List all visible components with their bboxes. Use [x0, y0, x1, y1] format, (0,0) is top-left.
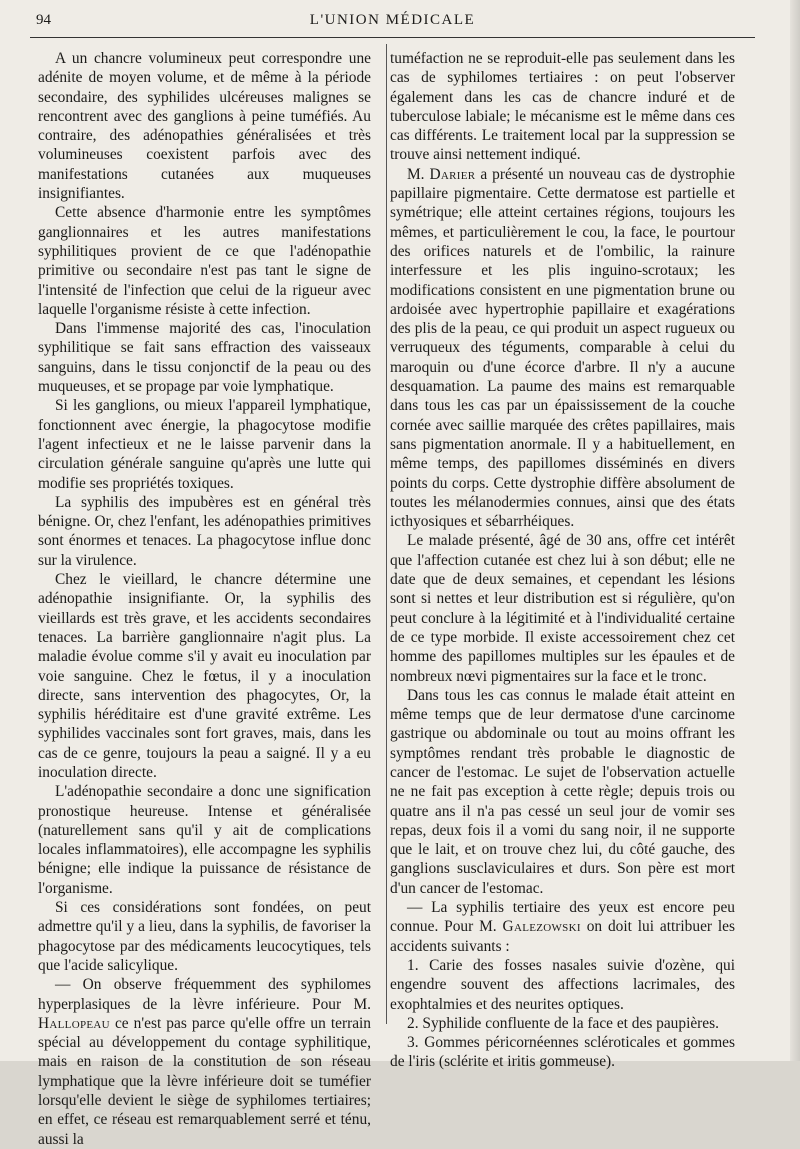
page-header [30, 10, 755, 34]
paragraph-text: ce n'est pas parce qu'elle offre un terrain spécial au développement du contage syphilitique, mais en raison de la constitution de son réseau lymphatique que la lèvre inférieure doit se tuméfier lorsqu'elle devient le siège de syphilomes tertiaires; en effet, ce réseau est remarquablement serré et ténu, aussi la [38, 1014, 371, 1148]
accidents-list [390, 956, 735, 1072]
paragraph: Chez le vieillard, le chancre détermine une adénopathie insignifiante. Or, la syphilis des vieillards est très grave, et les accidents secondaires tenaces. La barrière ganglionnaire n'agit plus. La maladie évolue comme s'il y avait eu inoculation par voie sanguine. Chez le fœtus, il y a inoculation directe, sans intervention des phagocytes, Or, la syphilis héréditaire est d'une gravité extrême. Les syphilides vaccinales sont fort graves, mais, dans les cas de ce genre, toujours la peau a saigné. Il y a eu inoculation directe. [38, 571, 371, 781]
paragraph: La syphilis des impubères est en général très bénigne. Or, chez l'enfant, les adénopathies primitives sont énormes et tenaces. La phagocytose influe donc sur la virulence. [38, 493, 371, 569]
paragraph-text: a présenté un nouveau cas de dystrophie papillaire pigmentaire. Cette dermatose est partielle et symétrique; elle atteint certaines régions, toujours les mêmes, et particulièrement le cou, la face, le pourtour des orifices naturels et de l'ombilic, la rainure interfessure et les plis inguino-scrotaux; les modifications consistent en une pigmentation brune ou ardoisée avec hypertrophie papillaire et exagérations des plis de la peau, ce qui produit un aspect rugueux ou verruqueux des téguments, comparable à celui du maroquin ou d'une écorce d'arbre. Il n'y a aucune desquamation. La paume des mains est remarquable dans tous les cas par un épaississement de la couche cornée avec saillie marquée des crêtes papillaires, mais sans pigmentation anormale. Il y a habituellement, en même temps, des papillomes disséminés en divers points du corps. Cette dystrophie diffère absolument de toutes les mélanodermies connues, ainsi que des états icthyosiques et sébarrhéiques. [390, 165, 735, 531]
paragraph [390, 898, 735, 956]
paragraph-text: on doit lui attribuer les accidents suivants : [390, 918, 735, 955]
header-rule [30, 37, 755, 38]
paragraph [38, 975, 371, 1149]
author-name: Darier [429, 165, 476, 183]
left-column [38, 49, 371, 1149]
page-edge-shadow [790, 0, 800, 1061]
running-title: L'UNION MÉDICALE [309, 12, 476, 28]
paragraph: Si ces considérations sont fondées, on peut admettre qu'il y a lieu, dans la syphilis, de favoriser la phagocytose par des médicaments leucocytiques, tels que l'acide salicylique. [38, 899, 371, 974]
paragraph: L'adénopathie secondaire a donc une signification pronostique heureuse. Intense et généralisée (naturellement sans qu'il y ait de complications locales inflammatoires), elle accompagne les syphilis bénigne; elle indique la puissance de résistance de l'organisme. [38, 783, 371, 897]
list-item: 2. Syphilide confluente de la face et des paupières. [407, 1014, 719, 1032]
paragraph: Dans l'immense majorité des cas, l'inoculation syphilitique se fait sans effraction des vaisseaux sanguins, dans le tissu conjonctif de la peau ou des muqueuses, et se propage par voie lymphatique. [38, 320, 371, 396]
paragraph: Si les ganglions, ou mieux l'appareil lymphatique, fonctionnent avec énergie, la phagocytose modifie l'agent infectieux et ne le laisse parvenir dans la circulation générale sanguine qu'après une lutte qui modifie ses propriétés toxiques. [38, 397, 371, 492]
paragraph: Le malade présenté, âgé de 30 ans, offre cet intérêt que l'affection cutanée est chez lui à son début; elle ne date que de deux semaines, et cependant les lésions sont si nettes et leur distribution est si régulière, qu'on peut conclure à la légitimité et à l'individualité certaine de ce type morbide. Il existe accessoirement chez cet homme des papillomes multiples sur les épaules et de nombreux nœvi pigmentaires sur la face et le tronc. [390, 532, 735, 685]
list-item: 1. Carie des fosses nasales suivie d'ozène, qui engendre souvent des affections lacrimales, des exophtalmies et des neurites optiques. [390, 956, 735, 1013]
author-name: Hallopeau [38, 1014, 110, 1032]
author-name: Galezowski [502, 918, 581, 936]
paragraph-text: — On observe fréquemment des syphilomes hyperplasiques de la lèvre inférieure. Pour M. [38, 976, 371, 1013]
paragraph: tuméfaction ne se reproduit-elle pas seulement dans les cas de syphilomes tertiaires : on peut l'observer également dans les cas de chancre induré et de tuberculose labiale; le mécanisme est le même dans ces cas différents. Le traitement local par la suppression se trouve ainsi nettement indiqué. [390, 50, 735, 164]
paragraph [390, 165, 735, 532]
right-column [390, 49, 735, 1072]
paragraph: A un chancre volumineux peut correspondre une adénite de moyen volume, et de même à la période secondaire, des syphilides ulcéreuses malignes se rencontrent avec des ganglions à peine tuméfiés. Au contraire, des adénopathies généralisées et très volumineuses coexistent parfois avec des manifestations cutanées aux muqueuses insignifiantes. [38, 50, 371, 203]
page-number: 94 [36, 12, 51, 28]
paragraph-text: M. [407, 165, 430, 183]
paragraph: Cette absence d'harmonie entre les symptômes ganglionnaires et les autres manifestations syphilitiques provient de ce que l'adénopathie primitive ou secondaire n'est pas tant le signe de l'intensité de l'infection que celui de la rigueur avec laquelle l'organisme résiste à cette infection. [38, 204, 371, 318]
column-divider [386, 44, 387, 1024]
list-item: 3. Gommes péricornéennes scléroticales et gommes de l'iris (sclérite et iritis gommeuse). [390, 1034, 735, 1071]
paragraph: Dans tous les cas connus le malade était atteint en même temps que de leur dermatose d'une carcinome gastrique ou abdominale ou tout au moins offrant les symptômes rendant très probable le diagnostic de cancer de l'estomac. Le sujet de l'observation actuelle ne ne fait pas exception à cette règle; depuis trois ou quatre ans il n'a pas cessé un seul jour de vomir ses repas, deux fois il a vomi du sang noir, il ne supporte que le lait, et on trouve chez lui, du côté gauche, des ganglions susclaviculaires et durs. Son père est mort d'un cancer de l'estomac. [390, 686, 735, 897]
paragraph-text: — La syphilis tertiaire des yeux est encore peu connue. Pour M. [390, 899, 735, 936]
